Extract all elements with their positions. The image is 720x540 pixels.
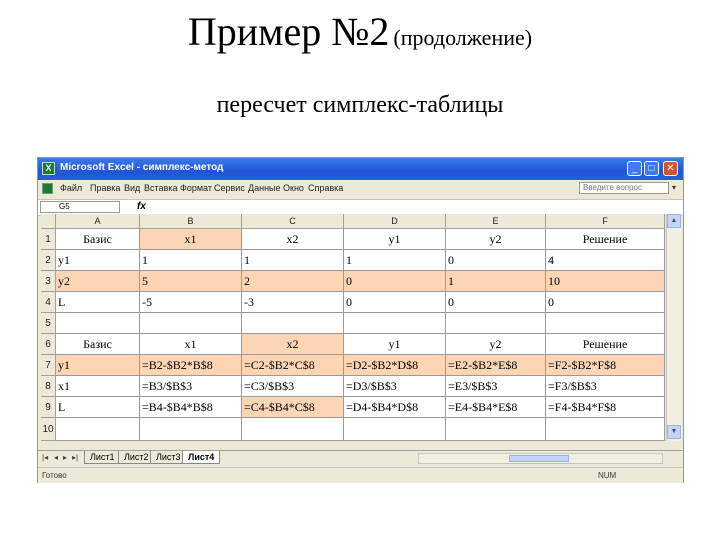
cell-a5[interactable] xyxy=(56,313,140,334)
row-header-5[interactable]: 5 xyxy=(41,313,56,334)
cell-b1[interactable]: x1 xyxy=(140,229,242,250)
cell-c1[interactable]: x2 xyxy=(242,229,344,250)
slide-subtitle: пересчет симплекс-таблицы xyxy=(216,92,504,118)
cell-b6[interactable]: x1 xyxy=(140,334,242,355)
select-all-corner[interactable] xyxy=(41,214,56,229)
status-bar xyxy=(38,467,683,483)
cell-a9[interactable]: L xyxy=(56,397,140,418)
cell-b4[interactable]: -5 xyxy=(140,292,242,313)
row-header-8[interactable]: 8 xyxy=(41,376,56,397)
cell-e3[interactable]: 1 xyxy=(446,271,546,292)
first-sheet-icon[interactable]: |◂ xyxy=(42,453,49,462)
cell-d9[interactable]: =D4-$B4*D$8 xyxy=(344,397,446,418)
title-bar[interactable] xyxy=(38,158,683,180)
column-header-d[interactable]: D xyxy=(344,214,446,229)
menu-window[interactable]: Окно xyxy=(283,183,304,193)
cell-d5[interactable] xyxy=(344,313,446,334)
column-header-e[interactable]: E xyxy=(446,214,546,229)
fx-icon[interactable]: fx xyxy=(137,201,146,212)
cell-e10[interactable] xyxy=(446,418,546,441)
column-header-f[interactable]: F xyxy=(546,214,665,229)
cell-c3[interactable]: 2 xyxy=(242,271,344,292)
cell-d4[interactable]: 0 xyxy=(344,292,446,313)
workbook-icon[interactable] xyxy=(42,183,53,194)
cell-c5[interactable] xyxy=(242,313,344,334)
window-title: Microsoft Excel - симплекс-метод xyxy=(60,162,224,173)
cell-c6[interactable]: x2 xyxy=(242,334,344,355)
help-dropdown-icon[interactable]: ▾ xyxy=(672,183,677,192)
name-box[interactable]: G5 xyxy=(40,201,120,213)
menu-bar xyxy=(38,180,683,197)
cell-e4[interactable]: 0 xyxy=(446,292,546,313)
cell-e2[interactable]: 0 xyxy=(446,250,546,271)
last-sheet-icon[interactable]: ▸| xyxy=(72,453,79,462)
status-ready: Готово xyxy=(42,471,67,480)
menu-edit[interactable]: Правка xyxy=(90,183,121,193)
column-header-a[interactable]: A xyxy=(56,214,140,229)
row-header-10[interactable]: 10 xyxy=(41,418,56,441)
sheet-tab-bar xyxy=(38,450,683,466)
menu-tools[interactable]: Сервис xyxy=(214,183,245,193)
prev-sheet-icon[interactable]: ◂ xyxy=(54,453,59,462)
row-header-3[interactable]: 3 xyxy=(41,271,56,292)
close-button[interactable]: ✕ xyxy=(663,161,678,176)
slide-title xyxy=(0,8,720,55)
cell-b8[interactable]: =B3/$B$3 xyxy=(140,376,242,397)
menu-file[interactable]: Файл xyxy=(60,183,83,193)
cell-d2[interactable]: 1 xyxy=(344,250,446,271)
menu-help[interactable]: Справка xyxy=(308,183,344,193)
cell-b9[interactable]: =B4-$B4*B$8 xyxy=(140,397,242,418)
cell-d8[interactable]: =D3/$B$3 xyxy=(344,376,446,397)
cell-f2[interactable]: 4 xyxy=(546,250,665,271)
cell-e9[interactable]: =E4-$B4*E$8 xyxy=(446,397,546,418)
cell-a10[interactable] xyxy=(56,418,140,441)
scroll-up-icon[interactable]: ▲ xyxy=(667,214,681,228)
cell-e5[interactable] xyxy=(446,313,546,334)
cell-d10[interactable] xyxy=(344,418,446,441)
cell-c10[interactable] xyxy=(242,418,344,441)
cell-f10[interactable] xyxy=(546,418,665,441)
row-header-9[interactable]: 9 xyxy=(41,397,56,418)
cell-e8[interactable]: =E3/$B$3 xyxy=(446,376,546,397)
row-header-4[interactable]: 4 xyxy=(41,292,56,313)
cell-c4[interactable]: -3 xyxy=(242,292,344,313)
cell-b2[interactable]: 1 xyxy=(140,250,242,271)
cell-a7[interactable]: y1 xyxy=(56,355,140,376)
cell-c2[interactable]: 1 xyxy=(242,250,344,271)
menu-view[interactable]: Вид xyxy=(124,183,141,193)
help-search-input[interactable]: Введите вопрос xyxy=(579,182,669,194)
cell-f9[interactable]: =F4-$B4*F$8 xyxy=(546,397,665,418)
horizontal-scroll-thumb[interactable] xyxy=(509,455,569,462)
menu-insert[interactable]: Вставка xyxy=(144,183,178,193)
column-header-b[interactable]: B xyxy=(140,214,242,229)
sheet-tab-3[interactable]: Лист3 xyxy=(150,451,187,464)
cell-c8[interactable]: =C3/$B$3 xyxy=(242,376,344,397)
minimize-button[interactable]: _ xyxy=(627,161,642,176)
horizontal-scrollbar[interactable] xyxy=(418,453,663,464)
row-header-6[interactable]: 6 xyxy=(41,334,56,355)
cell-d1[interactable]: y1 xyxy=(344,229,446,250)
menu-format[interactable]: Формат xyxy=(180,183,212,193)
slide-title-main: Пример №2 xyxy=(187,9,390,54)
status-num: NUM xyxy=(598,471,617,480)
sheet-tab-1[interactable]: Лист1 xyxy=(84,451,121,464)
vertical-scrollbar[interactable] xyxy=(666,214,682,441)
slide-title-sub: (продолжение) xyxy=(393,25,533,50)
cell-a4[interactable]: L xyxy=(56,292,140,313)
cell-e7[interactable]: =E2-$B2*E$8 xyxy=(446,355,546,376)
scroll-down-icon[interactable]: ▼ xyxy=(667,425,681,439)
cell-f6[interactable]: Решение xyxy=(546,334,665,355)
cell-a1[interactable]: Базис xyxy=(56,229,140,250)
cell-e6[interactable]: y2 xyxy=(446,334,546,355)
cell-e1[interactable]: y2 xyxy=(446,229,546,250)
cell-b10[interactable] xyxy=(140,418,242,441)
spreadsheet-grid xyxy=(41,214,665,441)
cell-d6[interactable]: y1 xyxy=(344,334,446,355)
cell-a2[interactable]: y1 xyxy=(56,250,140,271)
cell-d3[interactable]: 0 xyxy=(344,271,446,292)
cell-b7[interactable]: =B2-$B2*B$8 xyxy=(140,355,242,376)
cell-f5[interactable] xyxy=(546,313,665,334)
row-header-7[interactable]: 7 xyxy=(41,355,56,376)
cell-a3[interactable]: y2 xyxy=(56,271,140,292)
cell-f7[interactable]: =F2-$B2*F$8 xyxy=(546,355,665,376)
cell-f4[interactable]: 0 xyxy=(546,292,665,313)
cell-f1[interactable]: Решение xyxy=(546,229,665,250)
cell-c7[interactable]: =C2-$B2*C$8 xyxy=(242,355,344,376)
cell-f8[interactable]: =F3/$B$3 xyxy=(546,376,665,397)
column-header-c[interactable]: C xyxy=(242,214,344,229)
cell-a8[interactable]: x1 xyxy=(56,376,140,397)
cell-a6[interactable]: Базис xyxy=(56,334,140,355)
cell-d7[interactable]: =D2-$B2*D$8 xyxy=(344,355,446,376)
excel-app-icon[interactable]: X xyxy=(42,162,55,175)
row-header-1[interactable]: 1 xyxy=(41,229,56,250)
cell-c9[interactable]: =C4-$B4*C$8 xyxy=(242,397,344,418)
cell-b3[interactable]: 5 xyxy=(140,271,242,292)
row-header-2[interactable]: 2 xyxy=(41,250,56,271)
sheet-tab-2[interactable]: Лист2 xyxy=(118,451,155,464)
menu-data[interactable]: Данные xyxy=(248,183,281,193)
next-sheet-icon[interactable]: ▸ xyxy=(63,453,68,462)
cell-f3[interactable]: 10 xyxy=(546,271,665,292)
excel-window xyxy=(37,157,684,483)
maximize-button[interactable]: □ xyxy=(644,161,659,176)
cell-b5[interactable] xyxy=(140,313,242,334)
sheet-tab-4[interactable]: Лист4 xyxy=(182,451,220,464)
